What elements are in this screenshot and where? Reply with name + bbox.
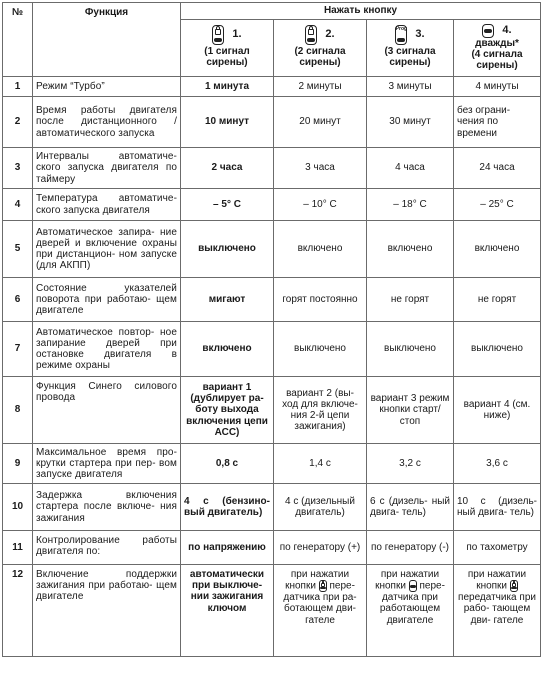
- lock-key-icon: [319, 580, 327, 592]
- row-number: 1: [3, 77, 33, 97]
- cell-button-3: – 18° С: [367, 189, 454, 221]
- row-number: 9: [3, 444, 33, 484]
- header-button-2: [274, 20, 367, 77]
- lock-key-icon: [305, 25, 317, 45]
- button-label-line1: (4 сигнала: [471, 49, 523, 61]
- row-number: 11: [3, 531, 33, 565]
- cell-button-3: 30 минут: [367, 97, 454, 148]
- lock-key-icon: [212, 25, 224, 45]
- row-number: 8: [3, 377, 33, 444]
- cell-button-1: выключено: [181, 221, 274, 278]
- row-function: Функция Синего силового провода: [33, 377, 181, 444]
- cell-button-3: вариант 3 режим кнопки старт/стоп: [367, 377, 454, 444]
- header-function: Функция: [33, 3, 181, 77]
- cell-button-3: 4 часа: [367, 148, 454, 189]
- cell-button-3: включено: [367, 221, 454, 278]
- row-number: 2: [3, 97, 33, 148]
- cell-button-2: – 10° С: [274, 189, 367, 221]
- table-row: [3, 565, 541, 657]
- row-function: Задержка включения стартера после включе- ния зажигания: [33, 484, 181, 531]
- cell-button-1: мигают: [181, 278, 274, 322]
- cell-button-3: 6 с (дизель- ный двига- тель): [367, 484, 454, 531]
- row-number: 3: [3, 148, 33, 189]
- cell-button-1: 10 минут: [181, 97, 274, 148]
- cell-button-2: вариант 2 (вы- ход для включе- ния 2-й цепи зажигания): [274, 377, 367, 444]
- cell-button-2: 3 часа: [274, 148, 367, 189]
- cell-button-4: включено: [454, 221, 541, 278]
- button-label-twice: дважды*: [475, 38, 519, 49]
- table-row: [3, 97, 541, 148]
- cell-button-3: 3,2 с: [367, 444, 454, 484]
- cell-text: передатчика при рабо- тающем дви- гателе: [458, 592, 536, 626]
- cell-button-4: [454, 565, 541, 657]
- cell-button-1: включено: [181, 322, 274, 377]
- button-label-line2: сирены): [206, 57, 248, 69]
- row-function: Максимальное время про- крутки стартера при пер- вом запуске двигателя: [33, 444, 181, 484]
- row-function: Температура автоматиче- ского запуска двигателя: [33, 189, 181, 221]
- button-number: 3.: [415, 28, 425, 41]
- button-number: 4.: [502, 24, 512, 37]
- cell-button-1: автоматически при выключе- нии зажигания ключом: [181, 565, 274, 657]
- button-label-line2: сирены): [389, 57, 431, 69]
- button-label-line2: сирены): [299, 57, 341, 69]
- cell-button-1: вариант 1 (дублирует ра- боту выхода включения цепи АСС): [181, 377, 274, 444]
- cell-button-1: 2 часа: [181, 148, 274, 189]
- header-row-top: [3, 3, 541, 20]
- cell-text: при нажатии: [467, 569, 527, 580]
- row-function: Автоматическое запира- ние дверей и включение охраны при дистанцион- ном запуске (для АКПП): [33, 221, 181, 278]
- table-row: [3, 221, 541, 278]
- button-number: 1.: [232, 28, 242, 41]
- row-function: Режим “Турбо”: [33, 77, 181, 97]
- button-number: 2.: [325, 28, 335, 41]
- cell-button-3: 3 минуты: [367, 77, 454, 97]
- cell-text: кнопки: [285, 580, 316, 592]
- table-row: [3, 189, 541, 221]
- cell-button-4: выключено: [454, 322, 541, 377]
- button-label-line1: (2 сигнала: [294, 46, 346, 57]
- row-function: Состояние указателей поворота при работаю- щем двигателе: [33, 278, 181, 322]
- cell-button-3: выключено: [367, 322, 454, 377]
- row-function: Автоматическое повтор- ное запирание дверей при остановке двигателя в режиме охраны: [33, 322, 181, 377]
- button-label-line1: (1 сигнал: [204, 46, 250, 57]
- row-function: Контролирование работы двигателя по:: [33, 531, 181, 565]
- cell-text: при нажатии: [380, 569, 440, 580]
- cell-button-1: – 5° С: [181, 189, 274, 221]
- table-row: [3, 322, 541, 377]
- cell-button-2: включено: [274, 221, 367, 278]
- table-row: [3, 77, 541, 97]
- cell-button-4: не горят: [454, 278, 541, 322]
- row-number: 7: [3, 322, 33, 377]
- button-label-line1: (3 сигнала: [384, 46, 436, 57]
- row-number: 6: [3, 278, 33, 322]
- table-row: [3, 531, 541, 565]
- car-key-icon: [482, 24, 494, 38]
- cell-text: пере- датчика при ра- ботающем дви- гателе: [283, 580, 357, 626]
- cell-button-2: выключено: [274, 322, 367, 377]
- cell-button-2: [274, 565, 367, 657]
- table-row: [3, 148, 541, 189]
- row-number: 5: [3, 221, 33, 278]
- cell-button-1: 1 минута: [181, 77, 274, 97]
- header-button-3: [367, 20, 454, 77]
- header-press-button: Нажать кнопку: [181, 3, 541, 20]
- cell-button-3: по генератору (-): [367, 531, 454, 565]
- table-row: [3, 484, 541, 531]
- row-function: Время работы двигателя после дистанционного / автоматического запуска: [33, 97, 181, 148]
- table-row: [3, 444, 541, 484]
- table-row: [3, 278, 541, 322]
- lock-key-icon: [510, 580, 518, 592]
- settings-table: [2, 2, 541, 657]
- cell-text: при нажатии: [290, 569, 350, 580]
- cell-button-2: по генератору (+): [274, 531, 367, 565]
- header-num: №: [3, 3, 33, 77]
- header-button-4: [454, 20, 541, 77]
- button-label-line2: сирены): [476, 60, 518, 72]
- cell-button-3: [367, 565, 454, 657]
- table-row: [3, 377, 541, 444]
- cell-button-3: не горят: [367, 278, 454, 322]
- cell-text: пере- датчика при работающем двигателе: [379, 580, 445, 626]
- row-function: Интервалы автоматиче- ского запуска двигателя по таймеру: [33, 148, 181, 189]
- row-number: 4: [3, 189, 33, 221]
- cell-button-4: без ограни- чения по времени: [454, 97, 541, 148]
- row-function: Включение поддержки зажигания при работаю- щем двигателе: [33, 565, 181, 657]
- cell-button-1: по напряжению: [181, 531, 274, 565]
- cell-button-4: – 25° С: [454, 189, 541, 221]
- prog-key-icon: Prog: [395, 25, 407, 45]
- cell-button-4: по тахометру: [454, 531, 541, 565]
- cell-button-4: 4 минуты: [454, 77, 541, 97]
- cell-button-1: 0,8 с: [181, 444, 274, 484]
- cell-button-1: 4 с (бензино- вый двигатель): [181, 484, 274, 531]
- cell-button-2: 2 минуты: [274, 77, 367, 97]
- cell-button-2: 20 минут: [274, 97, 367, 148]
- cell-button-2: 4 с (дизельный двигатель): [274, 484, 367, 531]
- row-number: 12: [3, 565, 33, 657]
- cell-text: кнопки: [476, 580, 508, 592]
- cell-button-2: 1,4 с: [274, 444, 367, 484]
- cell-button-4: 3,6 с: [454, 444, 541, 484]
- cell-text: кнопки: [375, 580, 406, 592]
- row-number: 10: [3, 484, 33, 531]
- cell-button-4: вариант 4 (см. ниже): [454, 377, 541, 444]
- car-key-icon: [409, 580, 417, 592]
- cell-button-4: 24 часа: [454, 148, 541, 189]
- cell-button-4: 10 с (дизель- ный двига- тель): [454, 484, 541, 531]
- cell-button-2: горят постоянно: [274, 278, 367, 322]
- header-button-1: [181, 20, 274, 77]
